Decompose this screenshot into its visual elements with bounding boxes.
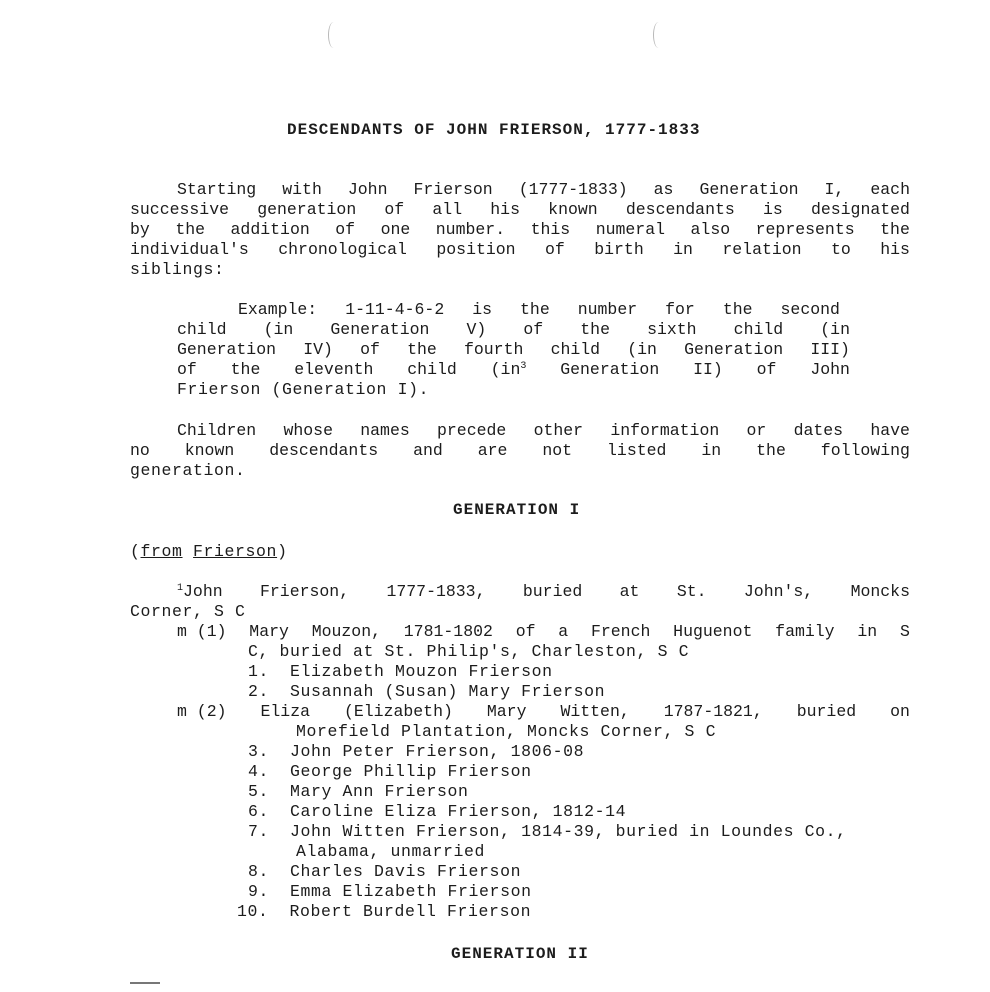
word: the bbox=[230, 360, 261, 379]
word: Generation bbox=[560, 360, 660, 379]
word: the bbox=[722, 300, 753, 319]
word: descendants bbox=[269, 441, 379, 460]
intro-line bbox=[130, 200, 910, 220]
word: names bbox=[360, 421, 410, 440]
example-line bbox=[177, 380, 440, 400]
word: Starting bbox=[177, 180, 257, 199]
word: designated bbox=[810, 200, 910, 219]
word: whose bbox=[283, 421, 333, 440]
word: (in bbox=[263, 320, 294, 339]
word: (in bbox=[820, 320, 850, 339]
word: in bbox=[673, 240, 693, 259]
child-entry: 1. Elizabeth Mouzon Frierson bbox=[248, 662, 553, 681]
word: this bbox=[530, 220, 571, 239]
word: m (1) bbox=[177, 622, 227, 641]
word: or bbox=[746, 421, 767, 440]
word: Huguenot bbox=[673, 622, 753, 641]
word: of bbox=[515, 622, 536, 641]
marriage-2-line bbox=[177, 702, 910, 722]
word: family bbox=[775, 622, 835, 641]
word: individual's bbox=[130, 240, 249, 259]
word: IV) bbox=[303, 340, 333, 359]
word: Children bbox=[177, 421, 257, 440]
word: Eliza bbox=[260, 702, 310, 721]
word: position bbox=[436, 240, 516, 259]
word: of bbox=[523, 320, 544, 339]
word: sixth bbox=[647, 320, 697, 339]
root-entry-first bbox=[177, 582, 223, 602]
word: addition bbox=[230, 220, 310, 239]
word: Witten, bbox=[560, 702, 630, 721]
word: St. bbox=[676, 582, 707, 601]
word: dates bbox=[793, 421, 844, 440]
generation-2-heading: GENERATION II bbox=[451, 945, 589, 963]
lineage-source: (from Frierson) bbox=[130, 542, 288, 561]
word: siblings: bbox=[130, 260, 225, 279]
word: no bbox=[130, 441, 150, 460]
cut-off-text-fragment bbox=[130, 982, 160, 984]
intro-line bbox=[130, 240, 910, 260]
word: information bbox=[610, 421, 720, 440]
word: by bbox=[130, 220, 150, 239]
note-line bbox=[130, 461, 256, 481]
from-word: from bbox=[140, 542, 183, 561]
word: II) bbox=[693, 360, 723, 379]
word: numeral bbox=[595, 220, 666, 239]
word: birth bbox=[594, 240, 644, 259]
word: the bbox=[580, 320, 610, 339]
word: buried bbox=[522, 582, 583, 601]
word: of bbox=[756, 360, 777, 379]
word: John bbox=[810, 360, 850, 379]
note-line bbox=[130, 441, 910, 461]
word: descendants bbox=[625, 200, 735, 219]
word: I, bbox=[824, 180, 845, 199]
word: child bbox=[550, 340, 601, 359]
word: Mary bbox=[486, 702, 527, 721]
word: V) bbox=[466, 320, 487, 339]
word: each bbox=[870, 180, 910, 199]
word: following bbox=[820, 441, 910, 460]
word: his bbox=[880, 240, 910, 259]
superscript-mark: 3 bbox=[520, 361, 527, 372]
child-entry: 6. Caroline Eliza Frierson, 1812-14 bbox=[248, 802, 627, 821]
word: known bbox=[548, 200, 598, 219]
word: S bbox=[899, 622, 910, 641]
word: for bbox=[665, 300, 695, 319]
word: generation bbox=[257, 200, 357, 219]
word: child bbox=[177, 320, 227, 339]
word: second bbox=[780, 300, 840, 319]
word: Mouzon, bbox=[311, 622, 381, 641]
root-entry-line bbox=[177, 582, 910, 602]
word: 1787-1821, bbox=[663, 702, 763, 721]
word: 1-11-4-6-2 bbox=[345, 300, 445, 319]
word: eleventh bbox=[294, 360, 374, 379]
word: (Generation bbox=[271, 380, 388, 399]
word: (Elizabeth) bbox=[343, 702, 453, 721]
word: John's, bbox=[743, 582, 814, 601]
generation-1-heading: GENERATION I bbox=[453, 501, 581, 519]
word: French bbox=[590, 622, 651, 641]
word: Generation bbox=[684, 340, 784, 359]
word: I). bbox=[397, 380, 430, 399]
word: in bbox=[857, 622, 878, 641]
word: child bbox=[733, 320, 784, 339]
word: all bbox=[432, 200, 463, 219]
word: John bbox=[183, 582, 223, 601]
child-entry-continued: Alabama, unmarried bbox=[296, 842, 486, 861]
word: of bbox=[177, 360, 197, 379]
from-surname: Frierson bbox=[193, 542, 278, 561]
word: as bbox=[653, 180, 674, 199]
punch-hole-mark bbox=[653, 22, 664, 48]
word: Generation bbox=[330, 320, 430, 339]
word: one bbox=[380, 220, 411, 239]
word: other bbox=[533, 421, 584, 440]
child-entry: 8. Charles Davis Frierson bbox=[248, 862, 522, 881]
document-title: DESCENDANTS OF JOHN FRIERSON, 1777-1833 bbox=[287, 121, 701, 139]
word: is bbox=[472, 300, 493, 319]
word: is bbox=[762, 200, 783, 219]
word: represents bbox=[755, 220, 855, 239]
word: of bbox=[360, 340, 380, 359]
child-entry: 10. Robert Burdell Frierson bbox=[237, 902, 532, 921]
word: and bbox=[413, 441, 443, 460]
example-line bbox=[177, 340, 850, 360]
word: at bbox=[619, 582, 640, 601]
word: generation. bbox=[130, 461, 246, 480]
word: the bbox=[520, 300, 550, 319]
word: the bbox=[880, 220, 910, 239]
word: (1777-1833) bbox=[518, 180, 628, 199]
word: Frierson bbox=[177, 380, 262, 399]
word: Moncks bbox=[850, 582, 910, 601]
child-entry: 2. Susannah (Susan) Mary Frierson bbox=[248, 682, 606, 701]
word: successive bbox=[130, 200, 230, 219]
word: Generation bbox=[177, 340, 277, 359]
example-line-with-sup bbox=[177, 360, 850, 380]
word: ($in^3$ bbox=[490, 360, 527, 379]
word: to bbox=[830, 240, 851, 259]
word: buried bbox=[796, 702, 857, 721]
child-entry: 5. Mary Ann Frierson bbox=[248, 782, 469, 801]
word: the bbox=[756, 441, 786, 460]
word: with bbox=[282, 180, 322, 199]
punch-hole-mark bbox=[328, 22, 339, 48]
word: chronological bbox=[278, 240, 407, 259]
word: number bbox=[577, 300, 638, 319]
word: child bbox=[407, 360, 457, 379]
example-line bbox=[238, 300, 840, 320]
word: not bbox=[542, 441, 573, 460]
word: precede bbox=[437, 421, 507, 440]
intro-line bbox=[130, 260, 235, 280]
word: of bbox=[384, 200, 405, 219]
marriage-1-line: C, buried at St. Philip's, Charleston, S C bbox=[248, 642, 690, 661]
word: (in bbox=[627, 340, 657, 359]
word: m (2) bbox=[177, 702, 227, 721]
word: Frierson, bbox=[259, 582, 350, 601]
word: are bbox=[477, 441, 508, 460]
word: John bbox=[347, 180, 388, 199]
word: relation bbox=[722, 240, 802, 259]
word: 1777-1833, bbox=[386, 582, 486, 601]
child-entry: 7. John Witten Frierson, 1814-39, buried in Loundes Co., bbox=[248, 822, 847, 841]
word: on bbox=[890, 702, 910, 721]
word: Frierson bbox=[413, 180, 493, 199]
word: his bbox=[490, 200, 520, 219]
word: fourth bbox=[463, 340, 524, 359]
word: 1781-1802 bbox=[403, 622, 493, 641]
word: of bbox=[545, 240, 565, 259]
marriage-2-line: Morefield Plantation, Moncks Corner, S C bbox=[296, 722, 717, 741]
root-entry-line: Corner, S C bbox=[130, 602, 246, 621]
footnote-marker: 1 bbox=[177, 583, 184, 594]
word: listed bbox=[607, 441, 667, 460]
child-entry: 3. John Peter Frierson, 1806-08 bbox=[248, 742, 585, 761]
marriage-1-line bbox=[177, 622, 910, 642]
word: known bbox=[184, 441, 235, 460]
example-line bbox=[177, 320, 850, 340]
word: in bbox=[701, 441, 722, 460]
word: of bbox=[335, 220, 356, 239]
intro-line bbox=[130, 220, 910, 240]
child-entry: 4. George Phillip Frierson bbox=[248, 762, 532, 781]
child-entry: 9. Emma Elizabeth Frierson bbox=[248, 882, 532, 901]
word: Example: bbox=[238, 300, 318, 319]
word: a bbox=[558, 622, 569, 641]
word: also bbox=[690, 220, 731, 239]
word: Generation bbox=[699, 180, 799, 199]
intro-line bbox=[177, 180, 910, 200]
word: the bbox=[175, 220, 206, 239]
word: the bbox=[407, 340, 437, 359]
word: have bbox=[870, 421, 910, 440]
note-line bbox=[177, 421, 910, 441]
word: III) bbox=[810, 340, 850, 359]
word: number. bbox=[435, 220, 506, 239]
word: Mary bbox=[249, 622, 289, 641]
